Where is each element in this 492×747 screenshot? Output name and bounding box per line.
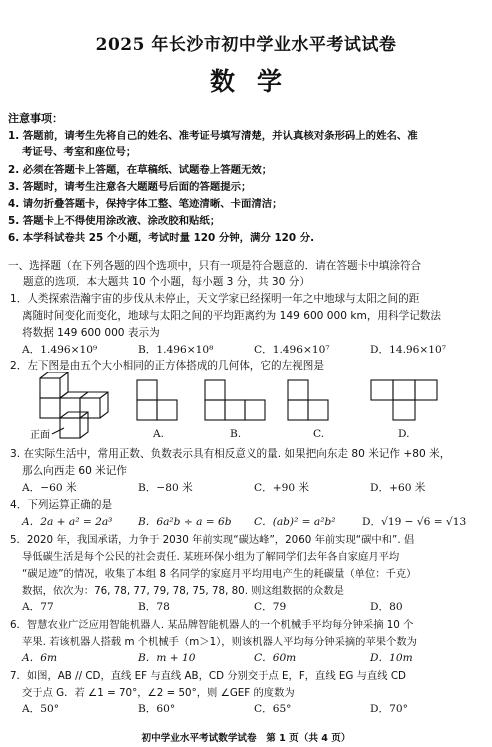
note-6: 6. 本学科试卷共 25 个小题，考试时量 120 分钟，满分 120 分. <box>8 232 315 244</box>
q2-option-c: C. <box>313 428 325 440</box>
q7-option-a: A．50° <box>22 703 60 715</box>
q1-line-2: 离随时间变化而变化，地球与太阳之间的平均距离约为 149 600 000 km，用科学记数法 <box>22 310 441 322</box>
subject-title: 数学 <box>209 67 304 96</box>
exam-title: 2025 年长沙市初中学业水平考试试卷 <box>95 35 397 55</box>
q4-line-1: 4．下列运算正确的是 <box>10 499 113 511</box>
q6-option-d: D．10m <box>370 652 413 664</box>
q5-option-b: B．78 <box>138 601 170 613</box>
q3-line-2: 那么向西走 60 米记作 <box>22 465 127 477</box>
notes-heading: 注意事项： <box>8 112 63 125</box>
q2-option-d: D. <box>398 428 410 440</box>
note-5: 5. 答题卡上不得使用涂改液、涂改胶和贴纸； <box>8 215 221 227</box>
q1-option-c: C．1.496×10⁷ <box>254 344 330 356</box>
q1-option-a: A．1.496×10⁹ <box>22 344 98 356</box>
q6-option-c: C．60m <box>254 652 297 664</box>
q6-line-1: 6．智慧农业广泛应用智能机器人. 某品牌智能机器人的一个机械手平均每分钟采摘 10 个 <box>10 619 414 631</box>
q7-option-c: C．65° <box>254 703 292 715</box>
q2-option-a-figure <box>137 380 177 420</box>
q2-line-1: 2．左下图是由五个大小相同的正方体搭成的几何体，它的左视图是 <box>10 360 324 372</box>
q1-line-3: 将数据 149 600 000 表示为 <box>22 327 160 339</box>
q4-option-a: A．2a + a² = 2a³ <box>22 516 113 528</box>
q5-option-d: D．80 <box>370 601 403 613</box>
q7-option-d: D．70° <box>370 703 408 715</box>
q7-option-b: B．60° <box>138 703 176 715</box>
q2-option-c-figure <box>288 380 328 420</box>
q6-line-2: 苹果. 若该机器人搭载 m 个机械手（m＞1），则该机器人平均每分钟采摘的苹果个数为 <box>22 636 417 648</box>
q2-front-label: 正面 <box>30 430 50 441</box>
note-4: 4. 请勿折叠答题卡，保持字体工整、笔迹清晰、卡面清洁； <box>8 198 283 210</box>
note-2: 2. 必须在答题卡上答题，在草稿纸、试题卷上答题无效； <box>8 164 273 176</box>
q5-line-3: “碳足迹”的情况，收集了本组 8 名同学的家庭月平均用电产生的耗碳量（单位：千克） <box>22 568 417 580</box>
note-3: 3. 答题时，请考生注意各大题题号后面的答题提示； <box>8 181 252 193</box>
q4-option-c: C．(ab)² = a²b² <box>254 516 336 528</box>
q5-option-c: C．79 <box>254 601 287 613</box>
note-1: 1. 答题前，请考生先将自己的姓名、准考证号填写清楚，并认真核对条形码上的姓名、准 <box>8 130 418 142</box>
q7-line-2: 交于点 G．若 ∠1 = 70°，∠2 = 50°，则 ∠GEF 的度数为 <box>22 687 295 699</box>
q1-line-1: 1．人类探索浩瀚宇宙的步伐从未停止，天文学家已经探明一年之中地球与太阳之间的距 <box>10 293 420 305</box>
q2-option-a: A. <box>153 428 165 440</box>
q2-option-b-figure <box>205 380 265 420</box>
q5-line-4: 数据，依次为：76, 78, 77, 79, 78, 75, 78, 80. 则这组数据的众数是 <box>22 585 344 597</box>
note-1-cont: 考证号、考室和座位号； <box>22 146 137 158</box>
q5-option-a: A．77 <box>22 601 54 613</box>
q3-option-d: D．+60 米 <box>370 482 426 494</box>
q5-line-2: 导低碳生活是每个公民的社会责任. 某班环保小组为了解同学们去年各自家庭月平均 <box>22 551 400 563</box>
section-1-instructions: 一、选择题（在下列各题的四个选项中，只有一项是符合题意的．请在答题卡中填涂符合 <box>8 260 422 272</box>
q2-option-b: B. <box>230 428 242 440</box>
q2-figures <box>0 372 492 444</box>
q3-option-c: C．+90 米 <box>254 482 310 494</box>
q3-option-b: B．−80 米 <box>138 482 193 494</box>
q2-option-d-figure <box>371 380 437 420</box>
q2-solid-figure <box>40 372 108 438</box>
page-footer: 初中学业水平考试数学试卷 第 1 页（共 4 页） <box>141 733 351 744</box>
q4-option-b: B．6a²b ÷ a = 6b <box>138 516 232 528</box>
q1-option-b: B．1.496×10⁸ <box>138 344 214 356</box>
q6-option-b: B．m + 10 <box>138 652 196 664</box>
q3-line-1: 3. 在实际生活中，常用正数、负数表示具有相反意义的量. 如果把向东走 80 米记作 +80 米， <box>10 448 451 460</box>
q3-option-a: A．−60 米 <box>22 482 77 494</box>
section-1-instructions-cont: 题意的选项．本大题共 10 个小题，每小题 3 分，共 30 分） <box>23 276 310 288</box>
q6-option-a: A．6m <box>22 652 58 664</box>
q1-option-d: D．14.96×10⁷ <box>370 344 447 356</box>
q4-option-d: D．√19 − √6 = √13 <box>362 516 467 528</box>
q7-line-1: 7．如图，AB // CD，直线 EF 与直线 AB，CD 分别交于点 E，F，直线 EG 与直线 CD <box>10 670 406 682</box>
q5-line-1: 5．2020 年，我国承诺，力争于 2030 年前实现“碳达峰”，2060 年前实现“碳中和”. 倡 <box>10 534 415 546</box>
